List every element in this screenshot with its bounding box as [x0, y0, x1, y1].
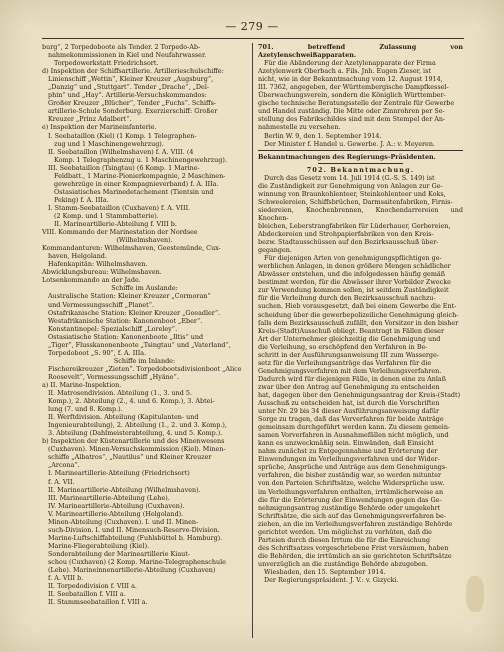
right-line: falls dem Bezirksausschuß zufällt, den Vorsitzer in den bisher — [258, 318, 459, 327]
left-line: Lotsenkommando an der Jade. — [42, 276, 141, 285]
right-line: Durch das Gesetz vom 14. Juli 1914 (G.-S. S. 149) ist — [264, 173, 435, 182]
left-line: Marine-Fliegerabteilung (Kiel). — [48, 541, 150, 550]
left-line: II. Torpedodivision f. VIII a. — [48, 582, 137, 591]
left-line: „Tiger“, Flusskanonenboote „Tsingtau“ und „Vaterland“, — [48, 340, 231, 349]
right-line: Einwendungen im Verleihungsverfahren und der Wider- — [258, 455, 440, 464]
right-line: 701. betreffend Zulassung von Azetylenschweißapparaten. — [258, 43, 463, 60]
right-line: Berlin W. 9, den 1. September 1914. — [264, 131, 382, 140]
right-line: Wiesbaden, den 15. September 1914. — [264, 568, 386, 576]
right-line: Ausschuß zu entscheiden hat, ist durch die Vorschriften — [258, 399, 440, 408]
left-line: Peking) f. A. IIIa. — [54, 195, 109, 204]
right-line: die Behörden, die irrtümlich an sie gerichteten Schriftsätze — [258, 551, 452, 560]
right-line: Der Regierungspräsident. J. V.: v. Gizycki. — [264, 576, 399, 585]
right-line: Sorge zu tragen, daß das Vorverfahren für beide Anträge — [258, 415, 444, 424]
right-column — [258, 43, 463, 638]
right-line: ziehen, an die im Verleihungsverfahren zuständige Behörde — [258, 519, 453, 528]
right-line: III. 7362, angegeben, der Württembergische Dampfkessel- — [258, 83, 449, 92]
left-line: II. Matrosendivision. Abteilung (1., 3. und 5. — [48, 389, 192, 398]
right-line: kann es unzweckmäßig sein. Einwänden, daß Einsicht — [258, 439, 434, 448]
left-line: Fischereikreuzer „Zieten“. Torpedobootsdivisionboot „Alice — [48, 364, 242, 373]
left-line: Schiffe im Inlande: — [113, 356, 176, 365]
page-number: — 279 — — [225, 20, 279, 33]
left-column — [42, 43, 247, 638]
right-line: zwar über den Antrag auf Genehmigung zu entscheiden — [258, 382, 440, 391]
right-line: 702. Bekanntmachung. — [306, 165, 415, 174]
left-line: Großer Kreuzer „Blücher“, Tender „Fuchs“. Schiffs- — [48, 99, 217, 108]
right-line: die Zuständigkeit zur Genehmigung von Anlagen zur Ge- — [258, 181, 443, 190]
left-line: zug und 1 Maschinengewehrzug). — [54, 139, 164, 148]
right-line: Schweelereien, Schiffsbrüchen, Darmsaitenfabriken, Firnis- — [258, 197, 453, 206]
left-line: Torpedoboot „S. 90“, f. A. IIIa. — [48, 348, 147, 357]
left-line: artillerie-Schule Sonderburg. Exerzierschiff: Großer — [48, 107, 218, 116]
left-line: „Danzig“ und „Stuttgart“. Tender „Drache“, „Del- — [48, 83, 210, 92]
left-line: I. Stamm-Seebataillon (Cuxhaven) f. A. VIII. — [48, 203, 191, 212]
left-line: III. Marineartillerie-Abteilung (Lehe). — [48, 493, 170, 502]
left-line: VIII. Kommando der Marinestation der Nordsee — [42, 228, 198, 237]
left-line: I. Seebataillon (Kiel) (1 Komp. 1 Telegraphen- — [48, 131, 197, 140]
left-line: Hafenkapitän: Wilhelmshaven. — [48, 260, 148, 269]
left-line: gewehrzüge in einer Kompagnieverband) f. A. IIIa. — [54, 179, 219, 188]
right-line: hat, dagegen über den Genehmigungsantrag der Kreis-(Stadt) — [258, 390, 461, 399]
right-line: von den Parteien Schriftsätze, welche Widersprüche usw. — [258, 479, 445, 488]
right-line: winnung von Braunkohlenteer, Steinkohlenteer und Koks, — [258, 189, 446, 198]
right-line: Für diejenigen Arten von genehmigungspflichtigen ge- — [264, 254, 442, 263]
left-line: Ostasiatische Station: Kanonenboote „Iltis“ und — [48, 332, 204, 341]
left-line: 3. Abteilung (Dahlmeisterabteilung, 4. und 5. Komp.). — [48, 429, 223, 438]
left-line: Torpedowerkstatt Friedrichsort. — [54, 59, 159, 68]
right-line: suchen. Hieb vorausgesetzt, daß bei einem Gewerbe die Ent- — [258, 302, 457, 311]
left-line: lung (7. und 8. Komp.). — [48, 405, 123, 414]
right-line: Genehmigungsverfahren mit dem Verleihungsverfahren. — [258, 366, 442, 375]
left-line: burg“, 2 Torpedoboote als Tender. 2 Torpedo-Ab- — [42, 43, 201, 51]
left-line: schou (Cuxhaven) (2 Komp. Marine-Telegraphenschule — [48, 558, 226, 566]
header-rule — [42, 38, 464, 39]
left-line: Australische Station: Kleiner Kreuzer „Cormoran“ — [48, 292, 211, 301]
left-line: II. Marineartillerie-Abteilung f. VIII b. — [54, 220, 177, 229]
left-line: Ostasiatisches Marinedetachement (Tientsin und — [54, 187, 214, 196]
left-line: II. Seebataillon f. VIII a. — [48, 590, 126, 599]
left-line: e) Inspektion der Marineinfanterie. — [42, 123, 157, 132]
left-line: und Vermessungsschiff „Planet“. — [48, 300, 155, 309]
left-line: Roosevelt“, Vermessungsschiff „Hyäne“. — [48, 372, 179, 381]
right-line: verfahren, die bisher zuständig war, so werden mitunter — [258, 471, 442, 480]
right-line: Abdeckereien und Strohpapierfabriken von den Kreis- — [258, 230, 434, 239]
right-line: die für die Erörterung der Einwendungen gegen das Ge- — [258, 495, 442, 504]
right-line: Azetylenwerk Oberbach a. Fils. Jnh. Eugen Zieser, ist — [258, 67, 431, 76]
section-rule — [258, 150, 463, 151]
right-line: siedereien, Knochenbrennen, Knochendarrereien und Knochen- — [258, 205, 463, 222]
right-line: schritt in der Ausführungsanweisung III zum Wasserge- — [258, 350, 439, 359]
left-line: Schiffe im Auslande: — [111, 284, 178, 293]
right-line: Parteien durch diesen Irrtum die für die Einreichung — [258, 535, 430, 544]
left-line: (Cuxhaven). Minen-Versuchskommission (Kiel). Minen- — [48, 445, 226, 454]
right-line: Dadurch wird für diejenigen Fälle, in denen eine zu Anlaß — [258, 374, 447, 383]
right-line: Bekanntmachungen des Regierungs-Präsidenten. — [258, 152, 436, 161]
right-line: gegangen. — [258, 246, 292, 255]
left-line: b) Inspektion der Küstenartillerie und des Minenwesens — [42, 437, 225, 446]
left-line: (Wilhelmshaven). — [116, 236, 173, 245]
left-line: Westafrikanische Station: Kanonenboot „Eber“. — [48, 316, 203, 325]
right-line: bezw. Stadtausschüssen auf den Bezirksausschuß über- — [258, 238, 439, 247]
left-line: Ingenieurabteilung), 2. Abteilung (1., 2. und 3. Komp.), — [48, 421, 227, 430]
left-line: f. A. VIII b. — [48, 574, 84, 583]
right-line: Der Minister f. Handel u. Gewerbe. J. A.: v. Meyeren. — [264, 139, 435, 148]
right-line: unter Nr. 29 bis 34 dieser Ausführungsanweisung dafür — [258, 407, 440, 416]
right-line: Abwässer entstehen, und die infolgedessen häufig gemäß — [258, 270, 445, 279]
left-line: Linienschiff „Wettin“, Kleiner Kreuzer „Augsburg“, — [48, 75, 214, 84]
right-line: Überwachungsverein, sondern die Königlich Württember- — [258, 91, 446, 100]
left-line: (2 Komp. und 1 Stammbatterie). — [54, 211, 159, 220]
right-line: nahm zunächst zu Entgegennahme und Erörterung der — [258, 447, 438, 456]
left-line: Komp. 1 Telegraphenzug u. 1 Maschinengewehrzug). — [54, 155, 227, 164]
left-line: such-Division. I. und II. Minensuch-Reserve-Division. — [48, 525, 220, 534]
column-divider — [252, 43, 253, 638]
paper-stain — [466, 576, 484, 612]
right-line: unverzüglich an die zuständige Behörde abzugeben. — [258, 559, 428, 568]
left-line: Abwicklungsbureau: Wilhelmshaven. — [42, 268, 162, 277]
left-line: IV. Marineartillerie-Abteilung (Cuxhaven). — [48, 501, 185, 510]
left-line: nahmekommissionen in Kiel und Neufahrwasser. — [48, 51, 207, 60]
right-line: bleichen, Leberstrangfabriken für Lüderhauer, Gerbereien, — [258, 221, 451, 230]
right-line: scheidung über die gewerbepolizeiliche Genehmigung gleich- — [258, 310, 459, 319]
left-line: schiffe „Albatros“, „Nautilus“ und Kleiner Kreuzer — [48, 453, 212, 462]
left-line: II. Marineartillerie-Abteilung (Wilhelmshaven). — [48, 485, 201, 494]
left-line: d) Inspektion der Schiffsartillerie. Artillerieschulschiffe: — [42, 67, 224, 76]
right-line: nehmigungsantrag zuständige Behörde oder umgekehrt — [258, 503, 441, 512]
right-line: bestimmt werden, für die Abwässer ihrer Vorbilder Zwecke — [258, 278, 451, 287]
right-line: stellung des Fabrikschildes sind mit dem Stempel der An- — [258, 115, 446, 124]
left-line: Kommandanturen: Wilhelmshaven, Geestemünde, Cux- — [42, 244, 221, 253]
right-line: nicht, wie in der Bekanntmachung vom 12. August 1914, — [258, 75, 443, 84]
right-line: für die Verleihung durch den Bezirksausschuß nachzu- — [258, 294, 436, 303]
left-line: „Arcona“. — [48, 461, 80, 470]
right-line: gerichtet werden. Um möglichst zu verhüten, daß die — [258, 527, 432, 536]
left-line: (Lehe). Marineinnenartillerie-Abteilung (Cuxhaven) — [48, 566, 216, 575]
left-line: haven, Helgoland. — [48, 252, 107, 261]
right-line: gische technische Beratungsstelle der Zentrale für Gewerbe — [258, 99, 455, 108]
left-line: II. Seebataillon (Wilhelmshaven) f. A. VIII. (4 — [48, 147, 194, 156]
right-line: zur Verwendung kommen sollen, ist seitdem Zuständigkeit — [258, 286, 449, 295]
right-line: die Verleihung, so erschöpfend den Verfahren in Be- — [258, 342, 428, 351]
left-line: f. A. VII. — [48, 477, 75, 486]
left-line: Minen-Abteilung (Cuxhaven). I. und II. Minen- — [48, 517, 199, 526]
right-line: sprüche, Ansprüche und Anträge aus dem Genehmigungs- — [258, 463, 448, 472]
right-line: Für die Abänderung der Azetylenapparate der Firma — [264, 59, 436, 68]
left-line: Marine-Luftschiffabteilung (Fuhlsbüttel b. Hamburg). — [48, 533, 223, 542]
left-line: I. Marineartillerie-Abteilung (Friedrichsort) — [48, 469, 190, 478]
left-line: Komp.), 2. Abteilung (2., 4. und 6. Komp.), 3. Abtei- — [48, 397, 215, 406]
right-line: des Schriftsatzes vorgeschriebene Frist versäumen, haben — [258, 543, 449, 552]
right-line: samen Vorverfahren in Ausnahmefällen nicht möglich, und — [258, 431, 449, 440]
left-line: Sonderabteilung der Marineartillerie Kiaut- — [48, 549, 191, 558]
left-line: Feldbatt., 1 Marine-Pionierkompagnie, 2 Maschinen- — [54, 171, 226, 180]
left-line: III. Seebataillon (Tsingtau) (6 Komp. 1 Marine- — [48, 163, 200, 172]
right-line: Art der Unternehmer gleichzeitig die Genehmigung und — [258, 334, 441, 343]
right-line: gemeinsam durchgeführt werden kann. Zu diesem gemein- — [258, 423, 451, 432]
left-line: Konstantinopel: Spezialschiff „Loreley“. — [48, 324, 178, 333]
right-line: setz für die Verleihungsanträge das Verfahren für die — [258, 358, 432, 367]
section-rule — [318, 163, 403, 164]
left-line: II. Werftdivision. Abteilung (Kapitulanten- und — [48, 413, 199, 422]
right-line: und Handel zuständig. Die Mitte oder Zinnrohren per Se- — [258, 107, 445, 116]
left-line: V. Marineartillerie-Abteilung (Helgoland). — [48, 509, 184, 518]
left-line: Kreuzer „Prinz Adalbert“. — [48, 115, 132, 124]
right-line: nahmestelle zu versehen. — [258, 123, 341, 132]
right-line: Schriftsätze, die sich auf das Genehmigungsverfahren be- — [258, 511, 446, 520]
left-line: phin“ und „Hay“. Artillerie-Versuchskommandos: — [48, 91, 207, 100]
right-line: werblichen Anlagen, in denen größere Mengen schädlicher — [258, 262, 451, 271]
right-line: Kreis-(Stadt)Ausschuß obliegt. Beantragt in Fällen dieser — [258, 326, 445, 335]
right-line: im Verleihungsverfahren enthalten, irrtümlicherweise an — [258, 487, 444, 496]
left-line: a) II. Marine-Inspektion. — [42, 380, 122, 389]
left-line: Ostafrikanische Station: Kleiner Kreuzer „Geeadler“. — [48, 308, 221, 317]
left-line: II. Stammseebataillon f. VIII a. — [48, 598, 148, 607]
